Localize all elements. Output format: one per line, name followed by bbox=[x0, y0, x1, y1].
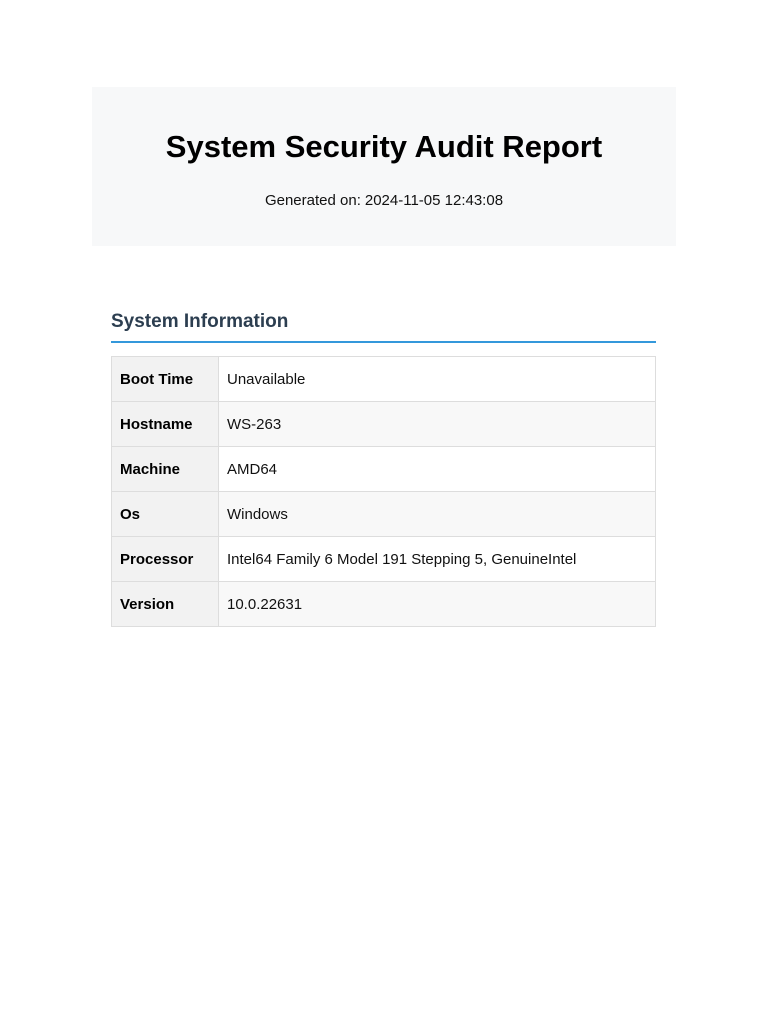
report-title: System Security Audit Report bbox=[165, 129, 603, 164]
table-row bbox=[112, 402, 656, 447]
row-value: AMD64 bbox=[219, 447, 656, 492]
row-value: Intel64 Family 6 Model 191 Stepping 5, GenuineIntel bbox=[219, 537, 656, 582]
row-value: Windows bbox=[219, 492, 656, 537]
row-key: Version bbox=[112, 582, 219, 627]
system-info-table bbox=[111, 356, 656, 627]
generated-label: Generated on: bbox=[264, 192, 361, 209]
report-header bbox=[92, 87, 676, 246]
row-value: WS-263 bbox=[219, 402, 656, 447]
row-key: Machine bbox=[112, 447, 219, 492]
generated-line bbox=[92, 165, 676, 210]
row-key: Hostname bbox=[112, 402, 219, 447]
row-key: Processor bbox=[112, 537, 219, 582]
table-row bbox=[112, 447, 656, 492]
table-row bbox=[112, 582, 656, 627]
table-row bbox=[112, 357, 656, 402]
table-row bbox=[112, 537, 656, 582]
section-heading: System Information bbox=[111, 309, 656, 343]
generated-timestamp: 2024-11-05 12:43:08 bbox=[364, 192, 504, 209]
row-key: Boot Time bbox=[112, 357, 219, 402]
table-row bbox=[112, 492, 656, 537]
row-key: Os bbox=[112, 492, 219, 537]
row-value: 10.0.22631 bbox=[219, 582, 656, 627]
row-value: Unavailable bbox=[219, 357, 656, 402]
system-information-section bbox=[111, 309, 656, 627]
